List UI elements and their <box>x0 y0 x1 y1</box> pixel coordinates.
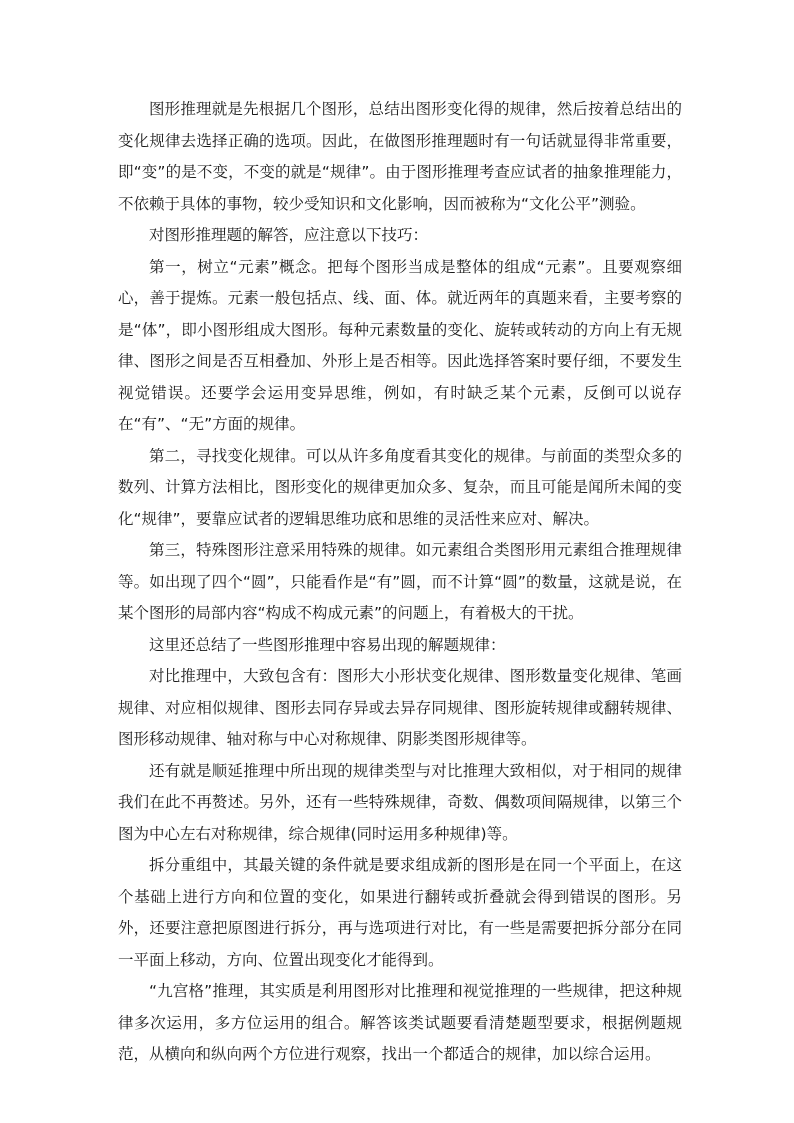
paragraph-sequential-reasoning: 还有就是顺延推理中所出现的规律类型与对比推理大致相似，对于相同的规律我们在此不再赘述。另外，还有一些特殊规律，奇数、偶数项间隔规律，以第三个图为中心左右对称规律，综合规律(同时运用多种规律)等。 <box>118 761 682 843</box>
paragraph-first-tip: 第一，树立“元素”概念。把每个图形当成是整体的组成“元素”。且要观察细心，善于提炼。元素一般包括点、线、面、体。就近两年的真题来看，主要考察的是“体”，即小图形组成大图形。每种元素数量的变化、旋转或转动的方向上有无规律、图形之间是否互相叠加、外形上是否相等。因此选择答案时要仔细，不要发生视觉错误。还要学会运用变异思维，例如，有时缺乏某个元素，反倒可以说存在“有”、“无”方面的规律。 <box>118 257 682 433</box>
paragraph-contrast-reasoning: 对比推理中，大致包含有：图形大小形状变化规律、图形数量变化规律、笔画规律、对应相似规律、图形去同存异或去异存同规律、图形旋转规律或翻转规律、图形移动规律、轴对称与中心对称规律、阴影类图形规律等。 <box>118 667 682 748</box>
paragraph-rules-summary: 这里还总结了一些图形推理中容易出现的解题规律： <box>149 635 506 654</box>
paragraph-second-tip: 第二，寻找变化规律。可以从许多角度看其变化的规律。与前面的类型众多的数列、计算方法相比，图形变化的规律更加众多、复杂，而且可能是闻所未闻的变化“规律”，要靠应试者的逻辑思维功底和思维的灵活性来应对、解决。 <box>118 446 682 528</box>
paragraph-split-recombine: 拆分重组中，其最关键的条件就是要求组成新的图形是在同一个平面上，在这个基础上进行方向和位置的变化，如果进行翻转或折叠就会得到错误的图形。另外，还要注意把原图进行拆分，再与选项进行对比，有一些是需要把拆分部分在同一平面上移动，方向、位置出现变化才能得到。 <box>118 856 682 969</box>
paragraph-intro: 图形推理就是先根据几个图形，总结出图形变化得的规律，然后按着总结出的变化规律去选择正确的选项。因此，在做图形推理题时有一句话就显得非常重要，即“变”的是不变，不变的就是“规律”。由于图形推理考查应试者的抽象推理能力，不依赖于具体的事物，较少受知识和文化影响，因而被称为“文化公平”测验。 <box>118 100 682 213</box>
paragraph-third-tip: 第三，特殊图形注意采用特殊的规律。如元素组合类图形用元素组合推理规律等。如出现了四个“圆”，只能看作是“有”圆，而不计算“圆”的数量，这就是说，在某个图形的局部内容“构成不构成元素”的问题上，有着极大的干扰。 <box>118 541 682 622</box>
paragraph-nine-grid: “九宫格”推理，其实质是利用图形对比推理和视觉推理的一些规律，把这种规律多次运用，多方位运用的组合。解答该类试题要看清楚题型要求，根据例题规范，从横向和纵向两个方位进行观察，找出一个都适合的规律，加以综合运用。 <box>118 982 682 1063</box>
paragraph-techniques-heading: 对图形推理题的解答，应注意以下技巧： <box>149 226 429 244</box>
document-body <box>118 94 682 1071</box>
